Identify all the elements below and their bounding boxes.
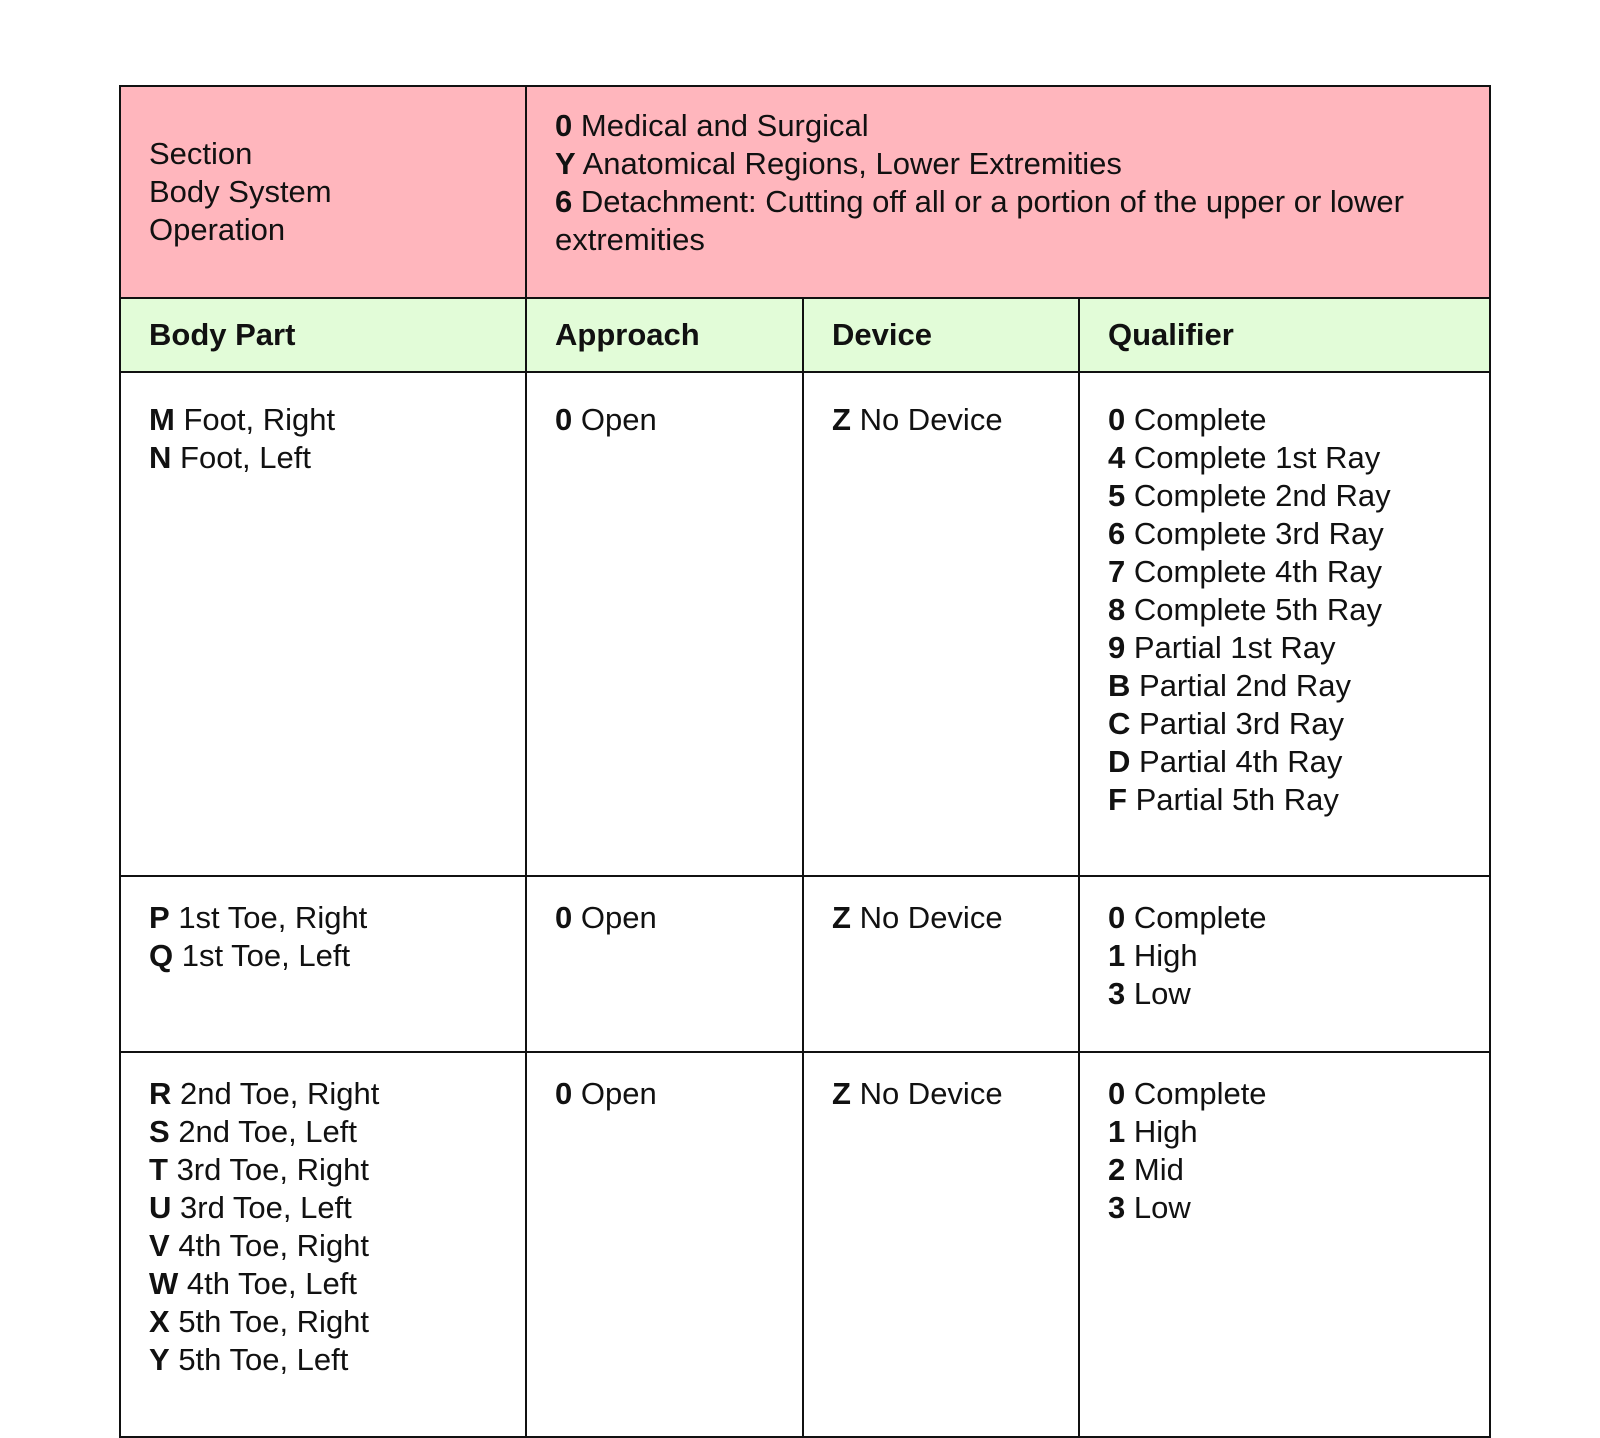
item-text: No Device	[859, 402, 1003, 437]
item-text: 3rd Toe, Left	[180, 1190, 352, 1225]
item-text: 2nd Toe, Right	[180, 1076, 380, 1111]
list-item	[1108, 439, 1489, 477]
item-code: 1	[1108, 938, 1126, 973]
item-text: Complete 1st Ray	[1133, 440, 1381, 475]
item-text: Partial 2nd Ray	[1139, 668, 1351, 703]
list-item	[1108, 477, 1489, 515]
list-item	[1108, 1075, 1489, 1113]
body-part-cell	[120, 1052, 526, 1437]
approach-cell	[526, 876, 803, 1052]
qualifier-cell	[1079, 372, 1490, 876]
list-item	[149, 1265, 525, 1303]
list-item	[1108, 899, 1489, 937]
section-label: Section	[149, 136, 253, 171]
list-item	[1108, 975, 1489, 1013]
item-code: F	[1108, 782, 1127, 817]
item-code: U	[149, 1190, 172, 1225]
meta-labels-cell	[120, 86, 526, 298]
list-item	[149, 439, 525, 477]
item-text: Mid	[1133, 1152, 1184, 1187]
item-text: 4th Toe, Left	[186, 1266, 357, 1301]
item-text: Low	[1133, 1190, 1191, 1225]
item-code: N	[149, 440, 172, 475]
list-item	[832, 1075, 1078, 1113]
item-code: 9	[1108, 630, 1126, 665]
list-item	[149, 937, 525, 975]
table-row	[120, 876, 1490, 1052]
item-text: No Device	[859, 900, 1003, 935]
item-code: 4	[1108, 440, 1126, 475]
device-cell	[803, 876, 1079, 1052]
item-text: Open	[580, 900, 657, 935]
item-code: 0	[1108, 1076, 1126, 1111]
item-text: Complete	[1133, 402, 1267, 437]
list-item	[149, 1341, 525, 1379]
item-code: 7	[1108, 554, 1126, 589]
item-code: S	[149, 1114, 170, 1149]
item-code: D	[1108, 744, 1131, 779]
list-item	[555, 899, 802, 937]
item-text: Complete	[1133, 1076, 1267, 1111]
item-code: M	[149, 402, 175, 437]
list-item	[555, 401, 802, 439]
column-header-device: Device	[803, 298, 1079, 372]
item-code: 0	[555, 402, 573, 437]
item-text: Open	[580, 402, 657, 437]
item-text: Open	[580, 1076, 657, 1111]
list-item	[1108, 781, 1489, 819]
table-row	[120, 1052, 1490, 1437]
list-item	[149, 1303, 525, 1341]
device-cell	[803, 1052, 1079, 1437]
list-item	[149, 899, 525, 937]
list-item	[1108, 629, 1489, 667]
list-item	[149, 1227, 525, 1265]
item-code: Z	[832, 402, 851, 437]
item-code: P	[149, 900, 170, 935]
item-code: 3	[1108, 976, 1126, 1011]
list-item	[1108, 1151, 1489, 1189]
list-item	[149, 1075, 525, 1113]
item-text: Foot, Right	[183, 402, 336, 437]
list-item	[1108, 705, 1489, 743]
column-header-body-part: Body Part	[120, 298, 526, 372]
item-text: Complete 5th Ray	[1133, 592, 1382, 627]
column-header-approach: Approach	[526, 298, 803, 372]
list-item	[832, 401, 1078, 439]
item-code: Z	[832, 900, 851, 935]
item-code: B	[1108, 668, 1131, 703]
item-text: Partial 4th Ray	[1139, 744, 1343, 779]
list-item	[555, 1075, 802, 1113]
item-text: 1st Toe, Right	[178, 900, 368, 935]
body-system-label: Body System	[149, 174, 332, 209]
item-code: 5	[1108, 478, 1126, 513]
item-text: 3rd Toe, Right	[176, 1152, 369, 1187]
item-text: Partial 3rd Ray	[1139, 706, 1345, 741]
item-code: T	[149, 1152, 168, 1187]
body-part-cell	[120, 876, 526, 1052]
item-text: Partial 1st Ray	[1133, 630, 1336, 665]
approach-cell	[526, 1052, 803, 1437]
item-code: 0	[555, 1076, 573, 1111]
item-text: Low	[1133, 976, 1191, 1011]
body-system-value: Y Anatomical Regions, Lower Extremities	[555, 146, 1122, 181]
item-code: Q	[149, 938, 174, 973]
body-part-cell	[120, 372, 526, 876]
device-cell	[803, 372, 1079, 876]
item-text: Complete	[1133, 900, 1267, 935]
list-item	[149, 1113, 525, 1151]
section-value: 0 Medical and Surgical	[555, 108, 869, 143]
list-item	[1108, 591, 1489, 629]
item-code: 0	[1108, 402, 1126, 437]
item-text: Complete 2nd Ray	[1133, 478, 1391, 513]
item-code: 2	[1108, 1152, 1126, 1187]
item-text: High	[1133, 1114, 1198, 1149]
item-code: C	[1108, 706, 1131, 741]
item-text: 5th Toe, Left	[178, 1342, 349, 1377]
list-item	[1108, 1113, 1489, 1151]
operation-label: Operation	[149, 212, 286, 247]
item-code: V	[149, 1228, 170, 1263]
list-item	[1108, 401, 1489, 439]
table-header-meta	[120, 86, 1490, 298]
item-code: 0	[555, 900, 573, 935]
item-code: R	[149, 1076, 172, 1111]
meta-values-cell	[526, 86, 1490, 298]
pcs-table	[119, 85, 1491, 1438]
item-code: 0	[1108, 900, 1126, 935]
list-item	[1108, 515, 1489, 553]
item-text: No Device	[859, 1076, 1003, 1111]
item-text: 2nd Toe, Left	[178, 1114, 358, 1149]
list-item	[1108, 743, 1489, 781]
list-item	[1108, 553, 1489, 591]
list-item	[1108, 667, 1489, 705]
item-code: Y	[149, 1342, 170, 1377]
item-code: W	[149, 1266, 179, 1301]
item-text: Complete 3rd Ray	[1133, 516, 1384, 551]
list-item	[1108, 1189, 1489, 1227]
qualifier-cell	[1079, 876, 1490, 1052]
column-header-qualifier: Qualifier	[1079, 298, 1490, 372]
item-text: Partial 5th Ray	[1135, 782, 1339, 817]
item-code: 8	[1108, 592, 1126, 627]
operation-value: 6 Detachment: Cutting off all or a portion of the upper or lower extremities	[555, 184, 1404, 257]
item-code: 6	[1108, 516, 1126, 551]
list-item	[1108, 937, 1489, 975]
list-item	[832, 899, 1078, 937]
column-header-row	[120, 298, 1490, 372]
item-text: High	[1133, 938, 1198, 973]
approach-cell	[526, 372, 803, 876]
list-item	[149, 401, 525, 439]
item-text: 1st Toe, Left	[181, 938, 351, 973]
item-text: 4th Toe, Right	[178, 1228, 370, 1263]
item-code: Z	[832, 1076, 851, 1111]
list-item	[149, 1151, 525, 1189]
item-text: Foot, Left	[180, 440, 311, 475]
item-code: 1	[1108, 1114, 1126, 1149]
item-code: 3	[1108, 1190, 1126, 1225]
table-row	[120, 372, 1490, 876]
list-item	[149, 1189, 525, 1227]
item-text: Complete 4th Ray	[1133, 554, 1382, 589]
item-text: 5th Toe, Right	[178, 1304, 370, 1339]
item-code: X	[149, 1304, 170, 1339]
qualifier-cell	[1079, 1052, 1490, 1437]
